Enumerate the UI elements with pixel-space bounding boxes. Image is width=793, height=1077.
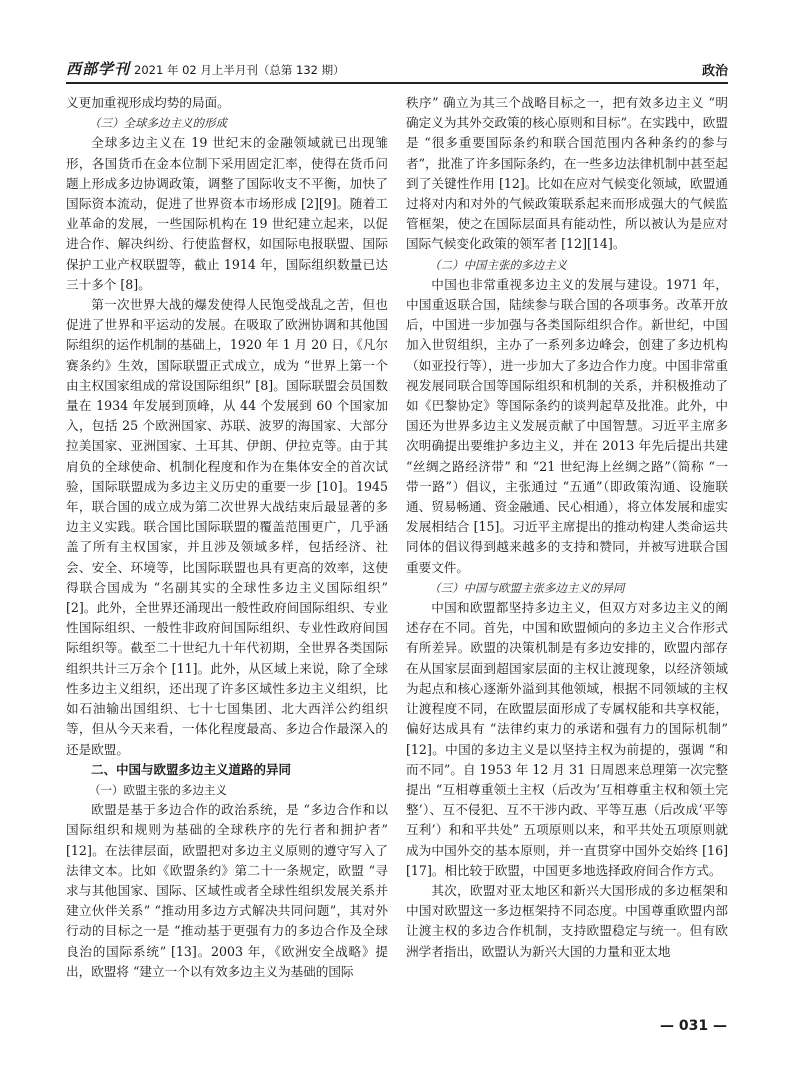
section-heading: （三）全球多边主义的形成: [89, 116, 227, 131]
paragraph: 义更加重视形成均势的局面。: [66, 95, 230, 110]
paragraph: 中国也非常重视多边主义的发展与建设。1971 年，中国重返联合国，陆续参与联合国的各项事务。改革开放后，中国进一步加强与各类国际组织合作。新世纪，中国加入世贸组织，主办了一系列多边峰会，创建了多边机构（如亚投行等），进一步加大了多边合作力度。中国非常重视发展同联合国等国际组织和机制的关系，并积极推动了如《巴黎协定》等国际条约的谈判起草及批准。此外，中国还为世界多边主义发展贡献了中国智慧。习近平主席多次明确提出要维护多边主义，并在 2013 年先后提出共建 “丝绸之路经济带” 和 “21 世纪海上丝绸之路”（简称 “一带一路”）倡议，主张通过 “五通”（即政策沟通、设施联通、贸易畅通、资金融通、民心相通），将立体发展和虚实发展相结合 [15]。习近平主席提出的推动构建人类命运共同体的倡议得到越来越多的支持和赞同，并被写进联合国重要文件。: [406, 276, 728, 575]
section-heading: 二、中国与欧盟多边主义道路的异同: [91, 761, 292, 777]
section-label: 政治: [701, 64, 728, 79]
issue-info: 2021 年 02 月上半月刊（总第 132 期）: [134, 63, 345, 77]
page-header: [66, 58, 728, 84]
right-column: [406, 93, 728, 1008]
journal-logo: 西部学刊: [66, 60, 131, 78]
page-number: — 031 —: [660, 1018, 727, 1034]
subsection-heading: （二）中国主张的多边主义: [429, 257, 567, 272]
subsection-heading: （三）中国与欧盟主张多边主义的异同: [429, 580, 625, 595]
paragraph: 其次，欧盟对亚太地区和新兴大国形成的多边框架和中国对欧盟这一多边框架持不同态度。中国尊重欧盟内部让渡主权的多边合作机制，支持欧盟稳定与统一。但有欧洲学者指出，欧盟认为新兴大国的力量和亚太地: [406, 882, 728, 959]
paragraph: 秩序” 确立为其三个战略目标之一，把有效多边主义 “明确定义为其外交政策的核心原则和目标”。在实践中，欧盟是 “很多重要国际条约和联合国范围内各种条约的参与者”，批准了许多国际条约，在一些多边法律机制中甚至起到了关键性作用 [12]。比如在应对气候变化领域，欧盟通过将对内和对外的气候政策联系起来而形成强大的气候监管框架，使之在国际层面具有能动性，所以被认为是应对国际气候变化政策的领军者 [12][14]。: [406, 95, 728, 252]
paragraph: 第一次世界大战的爆发使得人民饱受战乱之苦，但也促进了世界和平运动的发展。在吸取了欧洲协调和其他国际组织的运作机制的基础上，1920 年 1 月 20 日，《凡尔赛条约》生效，国际联盟正式成立，成为 “世界上第一个由主权国家组成的常设国际组织” [8]。国际联盟会员国数量在 1934 年发展到顶峰，从 44 个发展到 60 个国家加入，包括 25 个欧洲国家、苏联、波罗的海国家、大部分拉美国家、亚洲国家、土耳其、伊朗、伊拉克等。由于其肩负的全球使命、机制化程度和作为在集体安全的首次试验，国际联盟成为多边主义历史的重要一步 [10]。1945 年，联合国的成立成为第二次世界大战结束后最显著的多边主义实践。联合国比国际联盟的覆盖范围更广，几乎涵盖了所有主权国家，并且涉及领域多样，包括经济、社会、安全、环境等，比国际联盟也具有更高的效率，这使得联合国成为 “名副其实的全球性多边主义国际组织” [2]。此外，全世界还涌现出一般性政府间国际组织、专业性国际组织、一般性非政府间国际组织、专业性政府间国际组织等。截至二十世纪九十年代初期，全世界各类国际组织共计三万余个 [11]。此外，从区域上来说，除了全球性多边主义组织，还出现了许多区域性多边主义组织，比如石油输出国组织、七十七国集团、北大西洋公约组织等，但从今天来看，一体化程度最高、多边合作最深入的还是欧盟。: [66, 297, 388, 757]
paragraph: 全球多边主义在 19 世纪末的金融领域就已出现雏形，各国货币在金本位制下采用固定汇率，使得在货币问题上形成多边协调政策，调整了国际收支不平衡，加快了国际资本流动，促进了世界资本市场形成 [2][9]。随着工业革命的发展，一些国际机构在 19 世纪建立起来，以促进合作、解决纠纷、行使监督权，如国际电报联盟、国际保护工业产权联盟等，截止 1914 年，国际组织数量已达三十多个 [8]。: [66, 135, 388, 292]
paragraph: 欧盟是基于多边合作的政治系统，是 “多边合作和以国际组织和规则为基础的全球秩序的先行者和拥护者” [12]。在法律层面，欧盟把对多边主义原则的遵守写入了法律文本。比如《欧盟条约》第二十一条规定，欧盟 “寻求与其他国家、国际、区域性或者全球性组织发展关系并建立伙伴关系” “推动用多边方式解决共同问题”，其对外行动的目标之一是 “推动基于更强有力的多边合作及全球良治的国际系统” [13]。2003 年，《欧洲安全战略》提出，欧盟将 “建立一个以有效多边主义为基础的国际: [66, 802, 388, 979]
subsection-heading: （一）欧盟主张的多边主义: [89, 782, 227, 797]
header-left: [66, 58, 345, 79]
paragraph: 中国和欧盟都坚持多边主义，但双方对多边主义的阐述存在不同。首先，中国和欧盟倾向的多边主义合作形式有所差异。欧盟的决策机制是有多边安排的，欧盟内部存在从国家层面到超国家层面的主权让渡现象，以经济领域为起点和核心逐渐外溢到其他领域，根据不同领域的主权让渡程度不同，在欧盟层面形成了专属权能和共享权能，偏好达成具有 “法律约束力的承诺和强有力的国际机制” [12]。中国的多边主义是以坚持主权为前提的，强调 “和而不同”。自 1953 年 12 月 31 日周恩来总理第一次完整提出 “互相尊重领土主权（后改为‘互相尊重主权和领土完整’）、互不侵犯、互不干涉内政、平等互惠（后改成‘平等互利’）和和平共处” 五项原则以来，和平共处五项原则就成为中国外交的基本原则，并一直贯穿中国外交始终 [16][17]。相比较于欧盟，中国更多地选择政府间合作方式。: [406, 600, 728, 878]
left-column: [66, 93, 388, 1008]
